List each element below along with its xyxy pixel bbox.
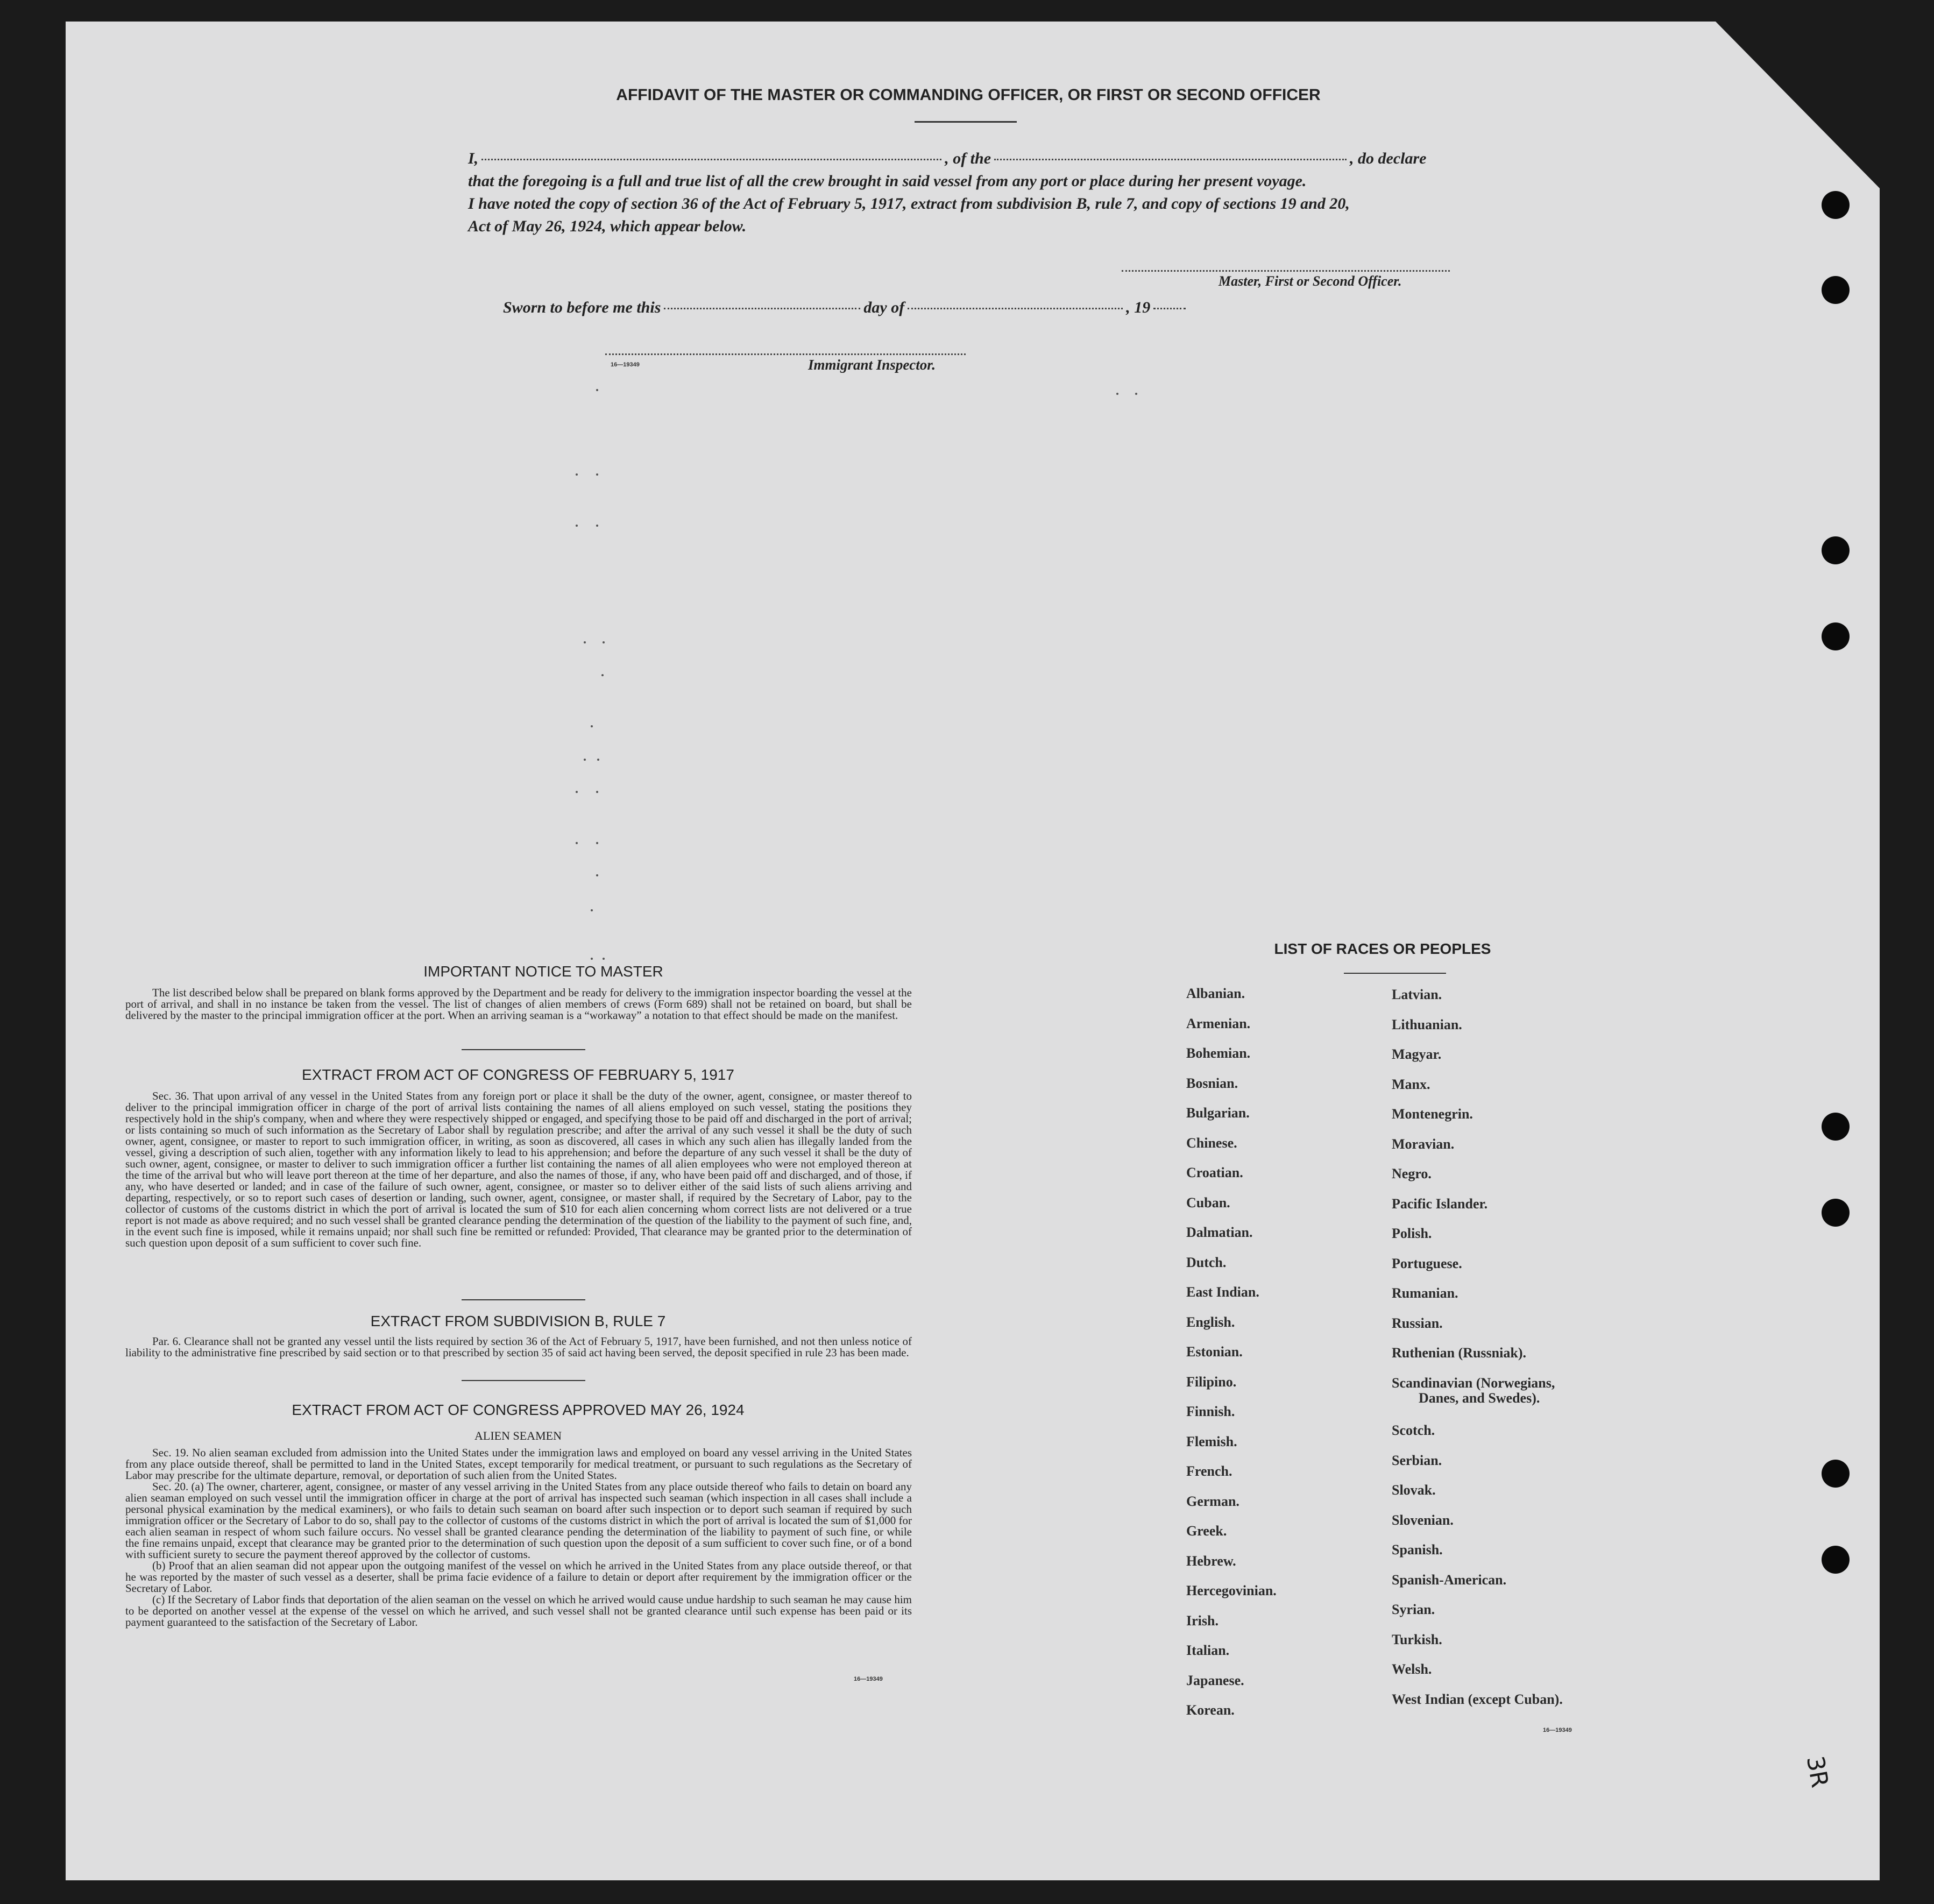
race-item: West Indian (except Cuban). xyxy=(1392,1691,1563,1707)
race-item: Flemish. xyxy=(1186,1433,1237,1449)
name-blank[interactable] xyxy=(481,159,941,160)
inspector-signature-line[interactable] xyxy=(605,353,966,355)
binder-hole-3 xyxy=(1822,536,1850,564)
extract-1924-title: EXTRACT FROM ACT OF CONGRESS APPROVED MAY 26, 1924 xyxy=(292,1402,745,1418)
race-item: Cuban. xyxy=(1186,1194,1230,1211)
race-item: Chinese. xyxy=(1186,1135,1237,1151)
signature-line[interactable] xyxy=(1122,270,1450,272)
race-item: Armenian. xyxy=(1186,1015,1251,1031)
binder-hole-8 xyxy=(1822,1546,1850,1574)
speck xyxy=(603,958,605,960)
race-item: Slovak. xyxy=(1392,1482,1436,1498)
race-item: Ruthenian (Russniak). xyxy=(1392,1345,1526,1361)
speck xyxy=(601,674,604,676)
speck xyxy=(576,791,578,793)
race-item: Manx. xyxy=(1392,1076,1430,1092)
race-item: Albanian. xyxy=(1186,986,1245,1001)
race-item: Bulgarian. xyxy=(1186,1105,1250,1121)
race-item: Spanish. xyxy=(1392,1542,1443,1558)
alien-seamen-subtitle: ALIEN SEAMEN xyxy=(474,1429,562,1442)
race-item: Scandinavian (Norwegians, xyxy=(1392,1375,1555,1391)
sec-20a-text: Sec. 20. (a) The owner, charterer, agent, consignee, or master of any vessel arriving in the United States from any place outside thereof who fails to detain on board any alien seaman employed on such vessel until the immigration officer in charge at the port of arrival has inspected such seaman (which inspection in all cases shall include a personal physical examination by the medical examiners), or who fails to detain such seaman on board after such inspection or to deport such seaman if required by such immigration officer or the Secretary of Labor to do so, shall pay to the collector of customs of the customs district in which the port of arrival is located the sum of $1,000 for each alien seaman in respect of whom such failure occurs. No vessel shall be granted clearance pending the determination of the liability to payment of such fine, or while the fine remains unpaid, except that clearance may be granted prior to the determination of such question upon the deposit of a sum sufficient to cover such fine, or of a bond with sufficient surety to secure the payment thereof approved by the collector of customs. xyxy=(125,1480,912,1561)
race-item: Turkish. xyxy=(1392,1631,1442,1647)
sworn-prefix: Sworn to before me this xyxy=(503,299,661,316)
extract-1917-text: Sec. 36. That upon arrival of any vessel in the United States from any foreign port or place it shall be the duty of the owner, agent, consignee, or master thereof to deliver to the principal immigration officer in charge of the port of arrival lists containing the names of all aliens employed on such vessel, stating the positions they respectively hold in the ship's company, when and where they were respectively shipped or engaged, and specifying those to be paid off and discharged in the port of arrival; or lists containing so much of such information as the Secretary of Labor shall by regulation prescribe; and after the arrival of any such vessel it shall be the duty of such owner, agent, consignee, or master to report to such immigration officer, in writing, as soon as discovered, all cases in which any such alien has illegally landed from the vessel, giving a description of such alien, together with any information likely to lead to his apprehension; and before the departure of any such vessel it shall be the duty of such owner, agent, consignee, or master to deliver to such immigration officer a further list containing the names of all alien employees who were not employed thereon at the time of the arrival but who will leave port thereon at the time of her departure, and also the names of those, if any, who have been paid off and discharged, and of those, if any, who have deserted or landed; and in case of the failure of such owner, agent, consignee, or master so to deliver either of the said lists of such aliens arriving and departing, respectively, or so to report such cases of desertion or landing, such owner, agent, consignee, or master shall, if required by the Secretary of Labor, pay to the collector of customs of the customs district in which the port of arrival is located the sum of $10 for each alien concerning whom correct lists are not delivered or a true report is not made as above required; and no such vessel shall be granted clearance pending the determination of the question of the liability to the payment of such fine, and, in the event such fine is imposed, while it remains unpaid; nor shall such fine be remitted or refunded: Provided, That clearance may be granted prior to the determination of such question upon deposit of a sum sufficient to cover such fine. xyxy=(125,1089,912,1249)
race-item: Danes, and Swedes). xyxy=(1419,1390,1540,1406)
speck xyxy=(603,641,605,643)
affidavit-line4: Act of May 26, 1924, which appear below. xyxy=(468,217,747,235)
sworn-year-blank[interactable] xyxy=(1153,308,1186,309)
race-item: Scotch. xyxy=(1392,1422,1435,1438)
sworn-day-blank[interactable] xyxy=(664,308,860,309)
race-item: Greek. xyxy=(1186,1523,1227,1539)
affidavit-line1 xyxy=(468,150,1469,168)
binder-hole-6 xyxy=(1822,1199,1850,1227)
speck xyxy=(596,874,598,876)
speck xyxy=(596,525,598,527)
sworn-line xyxy=(503,299,1189,317)
race-item: Filipino. xyxy=(1186,1374,1237,1390)
extract-rule7-text: Par. 6. Clearance shall not be granted any vessel until the lists required by section 36 of the Act of February 5, 1917, have been furnished, and not then unless notice of liability to the administrative fine prescribed by said section or to that prescribed by section 35 of said act having been served, the deposit specified in rule 23 has been made. xyxy=(125,1335,912,1359)
affidavit-form-number: 16—19349 xyxy=(611,362,640,368)
affidavit-title: AFFIDAVIT OF THE MASTER OR COMMANDING OFFICER, OR FIRST OR SECOND OFFICER xyxy=(616,86,1321,104)
race-item: Korean. xyxy=(1186,1702,1235,1718)
extract-1917-rule xyxy=(462,1299,585,1300)
race-item: Slovenian. xyxy=(1392,1512,1454,1528)
do-declare-label: , do declare xyxy=(1350,150,1427,167)
race-item: Welsh. xyxy=(1392,1661,1432,1677)
race-item: Bohemian. xyxy=(1186,1045,1251,1061)
year-prefix: , 19 xyxy=(1126,299,1151,316)
race-item: Spanish-American. xyxy=(1392,1572,1507,1588)
race-item: Portuguese. xyxy=(1392,1255,1462,1271)
speck xyxy=(576,842,578,844)
race-item: East Indian. xyxy=(1186,1284,1259,1300)
race-item: Lithuanian. xyxy=(1392,1016,1462,1032)
speck xyxy=(591,958,593,960)
binder-hole-2 xyxy=(1822,276,1850,304)
race-item: Pacific Islander. xyxy=(1392,1195,1488,1212)
race-item: Serbian. xyxy=(1392,1452,1442,1468)
race-item: Croatian. xyxy=(1186,1165,1243,1180)
race-item: Latvian. xyxy=(1392,987,1442,1002)
affidavit-line3: I have noted the copy of section 36 of the Act of February 5, 1917, extract from subdivision B, rule 7, and copy of sections 19 and 20, xyxy=(468,195,1350,213)
races-form-number: 16—19349 xyxy=(1543,1727,1572,1733)
race-item: Hebrew. xyxy=(1186,1553,1236,1569)
race-item: Rumanian. xyxy=(1392,1285,1458,1301)
race-item: Magyar. xyxy=(1392,1046,1442,1062)
race-item: Polish. xyxy=(1392,1226,1432,1241)
speck xyxy=(576,473,578,476)
binder-hole-4 xyxy=(1822,622,1850,650)
race-item: Estonian. xyxy=(1186,1344,1243,1360)
binder-hole-5 xyxy=(1822,1113,1850,1141)
day-of-label: day of xyxy=(863,299,905,316)
race-item: Russian. xyxy=(1392,1315,1443,1331)
speck xyxy=(1135,393,1137,395)
race-item: Moravian. xyxy=(1392,1136,1455,1152)
speck xyxy=(597,759,599,761)
races-title-rule xyxy=(1344,973,1446,974)
race-item: English. xyxy=(1186,1314,1235,1330)
sworn-month-blank[interactable] xyxy=(908,308,1123,309)
race-item: Dalmatian. xyxy=(1186,1224,1253,1240)
extract-1924-text xyxy=(125,1447,912,1628)
race-item: Negro. xyxy=(1392,1166,1432,1181)
race-item: Finnish. xyxy=(1186,1404,1235,1419)
race-item: Italian. xyxy=(1186,1643,1230,1658)
of-the-label: , of the xyxy=(945,150,991,167)
speck xyxy=(576,525,578,527)
race-item: Dutch. xyxy=(1186,1254,1227,1270)
race-item: Bosnian. xyxy=(1186,1075,1238,1091)
affidavit-title-rule xyxy=(915,121,1017,123)
affidavit-line2: that the foregoing is a full and true list of all the crew brought in said vessel from any port or place during her present voyage. xyxy=(468,172,1307,190)
race-item: Syrian. xyxy=(1392,1602,1435,1617)
margin-note: 3R xyxy=(1801,1754,1834,1790)
speck xyxy=(1116,393,1118,395)
notice-title: IMPORTANT NOTICE TO MASTER xyxy=(423,963,663,980)
speck xyxy=(596,842,598,844)
signature-label: Master, First or Second Officer. xyxy=(1219,273,1402,289)
extract-form-number: 16—19349 xyxy=(854,1676,883,1682)
sec-20c-text: (c) If the Secretary of Labor finds that deportation of the alien seaman on the vessel on which he arrived would cause undue hardship to such seaman he may cause him to be deported on another vessel at the expense of the vessel on which he arrived, and such vessel shall not be granted clearance until such expense has been paid or its payment guaranteed to the satisfaction of the Secretary of Labor. xyxy=(125,1593,912,1629)
race-item: Japanese. xyxy=(1186,1672,1244,1688)
race-item: Hercegovinian. xyxy=(1186,1583,1277,1598)
speck xyxy=(596,473,598,476)
races-title: LIST OF RACES OR PEOPLES xyxy=(1274,940,1491,957)
speck xyxy=(591,909,593,911)
speck xyxy=(584,759,586,761)
speck xyxy=(591,725,593,727)
extract-rule7-title: EXTRACT FROM SUBDIVISION B, RULE 7 xyxy=(370,1313,666,1329)
sec-20b-text: (b) Proof that an alien seaman did not appear upon the outgoing manifest of the vessel on which he arrived in the United States from any place outside thereof, or that he was reported by the master of such vessel as a deserter, shall be prima facie evidence of a failure to detain or deport after requirement by the immigration officer or the Secretary of Labor. xyxy=(125,1559,912,1595)
extract-1917-title: EXTRACT FROM ACT OF CONGRESS OF FEBRUARY 5, 1917 xyxy=(302,1066,734,1083)
race-item: Montenegrin. xyxy=(1392,1106,1473,1122)
notice-rule xyxy=(462,1049,585,1050)
extract-rule7-rule xyxy=(462,1380,585,1381)
notice-text: The list described below shall be prepared on blank forms approved by the Department and be ready for delivery to the immigration inspector boarding the vessel at the port of arrival, and shall in no instance be taken from the vessel. The list of changes of alien members of crews (Form 689) shall not be retained on board, but shall be delivered by the master to the principal immigration officer at the port. When an arriving seaman is a “workaway” a notation to that effect should be made on the manifest. xyxy=(125,986,912,1022)
speck xyxy=(596,791,598,793)
race-item: French. xyxy=(1186,1463,1232,1479)
race-item: Irish. xyxy=(1186,1612,1219,1629)
binder-hole-7 xyxy=(1822,1460,1850,1488)
binder-hole-1 xyxy=(1822,191,1850,219)
i-word: I, xyxy=(468,150,479,167)
sec-19-text: Sec. 19. No alien seaman excluded from admission into the United States under the immigration laws and employed on board any vessel arriving in the United States from any place outside thereof, shall be permitted to land in the United States, except temporarily for medical treatment, or pursuant to such regulations as the Secretary of Labor may prescribe for the ultimate departure, removal, or deportation of such alien from the United States. xyxy=(125,1446,912,1482)
race-item: German. xyxy=(1186,1493,1239,1509)
speck xyxy=(584,641,586,643)
inspector-label: Immigrant Inspector. xyxy=(808,357,936,373)
vessel-blank[interactable] xyxy=(994,159,1347,160)
speck xyxy=(596,389,598,391)
